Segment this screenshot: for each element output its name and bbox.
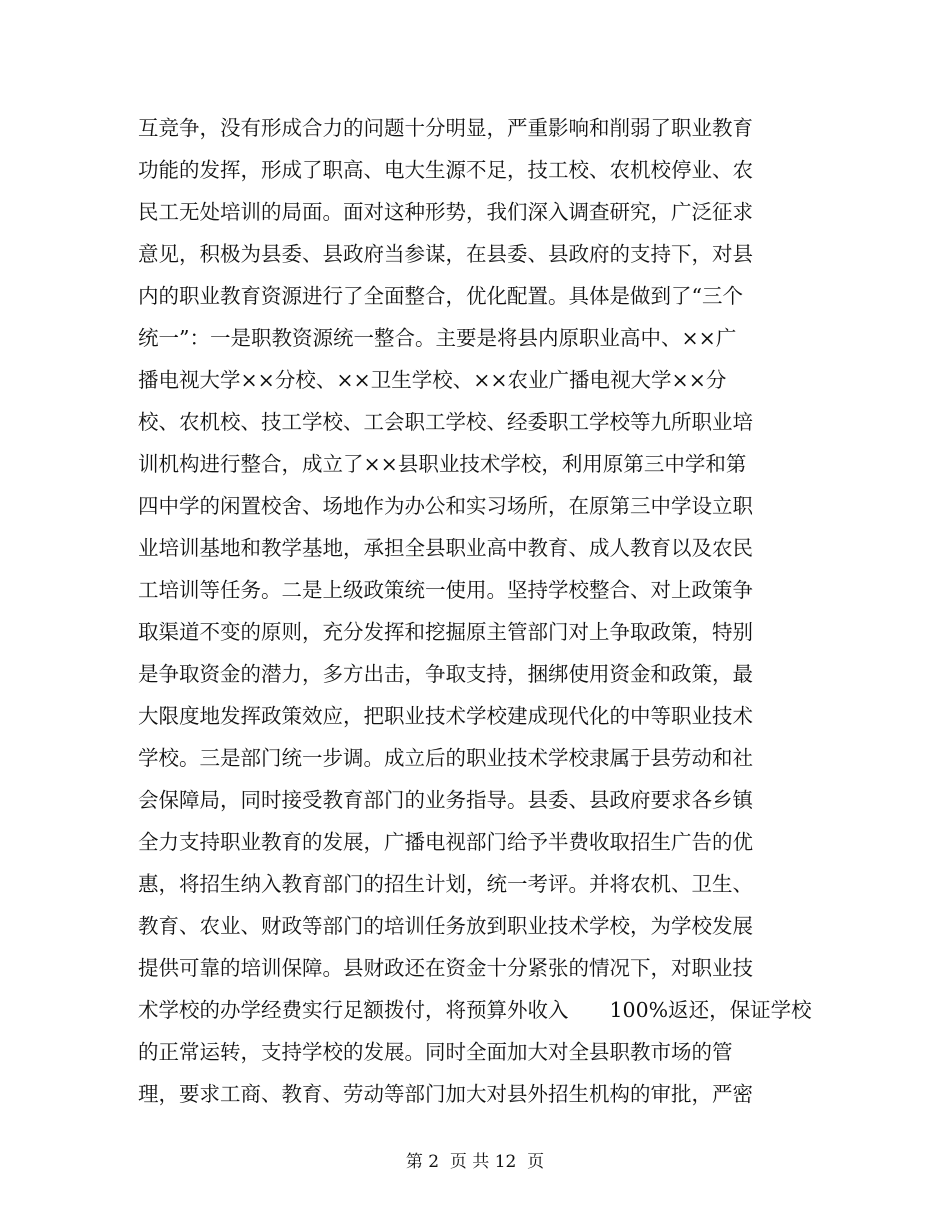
text-line: 意见，积极为县委、县政府当参谋，在县委、县政府的支持下，对县 bbox=[138, 242, 753, 266]
text-line: 内的职业教育资源进行了全面整合，优化配置。具体是做到了“三个 bbox=[138, 284, 743, 308]
text-line: 学校。三是部门统一步调。成立后的职业技术学校隶属于县劳动和社 bbox=[138, 746, 753, 770]
text-line: 功能的发挥，形成了职高、电大生源不足，技工校、农机校停业、农 bbox=[138, 158, 753, 182]
text-line: 播电视大学××分校、××卫生学校、××农业广播电视大学××分 bbox=[138, 368, 727, 392]
text-line: 统一”：一是职教资源统一整合。主要是将县内原职业高中、××广 bbox=[138, 326, 737, 350]
text-line: 工培训等任务。二是上级政策统一使用。坚持学校整合、对上政策争 bbox=[138, 578, 753, 602]
text-line: 提供可靠的培训保障。县财政还在资金十分紧张的情况下，对职业技 bbox=[138, 956, 753, 980]
text-line: 教育、农业、财政等部门的培训任务放到职业技术学校，为学校发展 bbox=[138, 914, 753, 938]
page-number-footer: 第 2 页 共 12 页 bbox=[405, 1152, 545, 1172]
text-line: 校、农机校、技工学校、工会职工学校、经委职工学校等九所职业培 bbox=[138, 410, 753, 434]
text-line: 业培训基地和教学基地，承担全县职业高中教育、成人教育以及农民 bbox=[138, 536, 753, 560]
text-line: 取渠道不变的原则，充分发挥和挖掘原主管部门对上争取政策，特别 bbox=[138, 620, 753, 644]
text-line: 是争取资金的潜力，多方出击，争取支持，捆绑使用资金和政策，最 bbox=[138, 662, 753, 686]
text-line: 理，要求工商、教育、劳动等部门加大对县外招生机构的审批，严密 bbox=[138, 1082, 753, 1106]
text-line: 民工无处培训的局面。面对这种形势，我们深入调查研究，广泛征求 bbox=[138, 200, 753, 224]
text-line: 惠，将招生纳入教育部门的招生计划，统一考评。并将农机、卫生、 bbox=[138, 872, 753, 896]
text-line: 大限度地发挥政策效应，把职业技术学校建成现代化的中等职业技术 bbox=[138, 704, 753, 728]
text-line: 的正常运转，支持学校的发展。同时全面加大对全县职教市场的管 bbox=[138, 1040, 733, 1064]
text-line: 互竞争，没有形成合力的问题十分明显，严重影响和削弱了职业教育 bbox=[138, 116, 753, 140]
text-line: 全力支持职业教育的发展，广播电视部门给予半费收取招生广告的优 bbox=[138, 830, 753, 854]
text-line: 四中学的闲置校舍、场地作为办公和实习场所，在原第三中学设立职 bbox=[138, 494, 753, 518]
text-line: 训机构进行整合，成立了××县职业技术学校，利用原第三中学和第 bbox=[138, 452, 747, 476]
text-line: 会保障局，同时接受教育部门的业务指导。县委、县政府要求各乡镇 bbox=[138, 788, 753, 812]
text-line: 术学校的办学经费实行足额拨付，将预算外收入 100%返还，保证学校 bbox=[138, 998, 812, 1022]
